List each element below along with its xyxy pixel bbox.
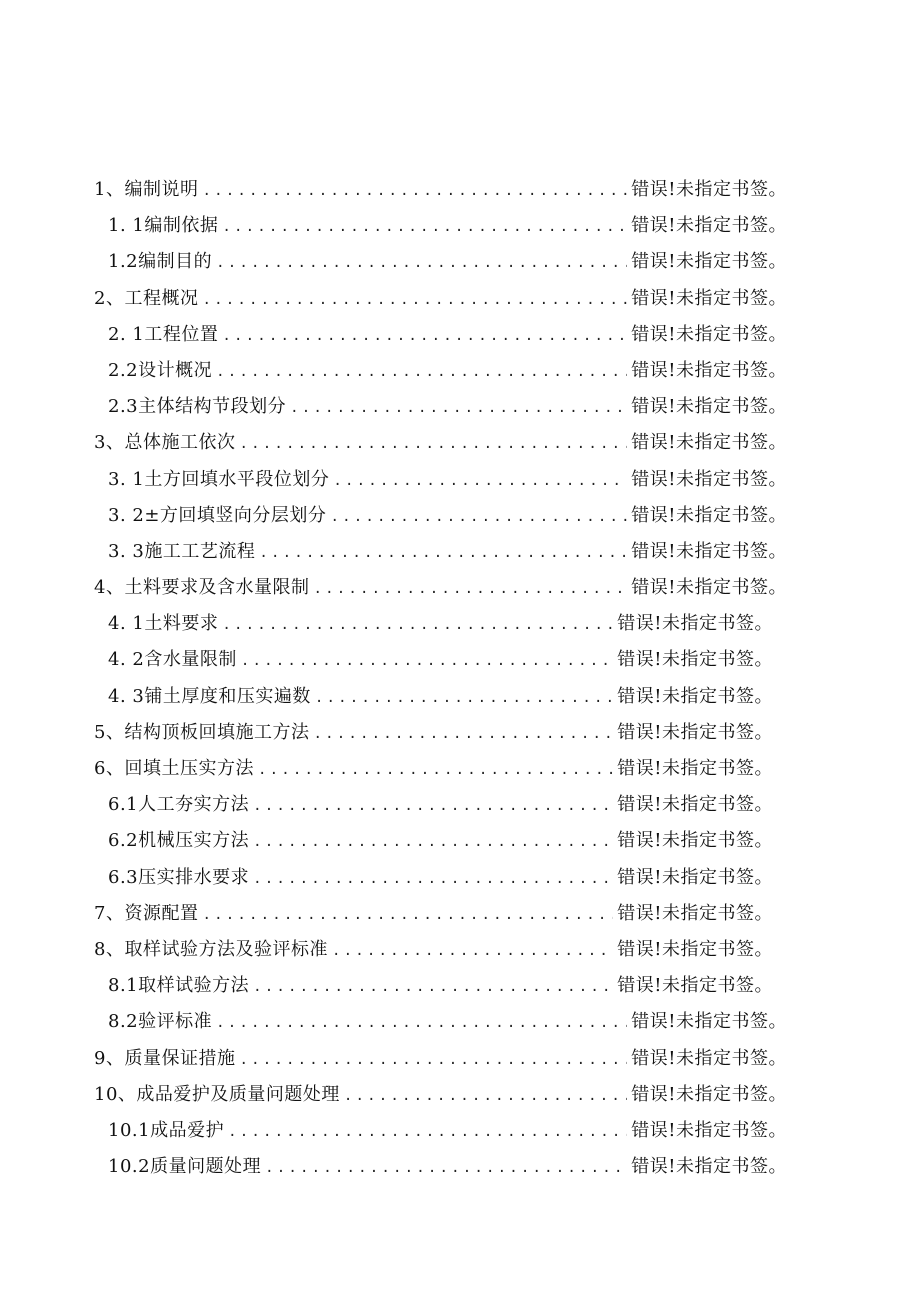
table-of-contents — [0, 172, 920, 1185]
toc-entry[interactable] — [0, 462, 920, 498]
toc-entry-page-ref: 错误!未指定书签。 — [631, 215, 787, 237]
toc-dot-leader — [241, 643, 613, 679]
toc-entry-page-ref: 错误!未指定书签。 — [631, 577, 787, 599]
toc-entry-page-ref: 错误!未指定书签。 — [617, 721, 773, 743]
toc-dot-leader — [216, 245, 627, 281]
toc-entry-page-ref: 错误!未指定书签。 — [631, 540, 787, 562]
toc-entry-title: 8.2验评标准 — [108, 1011, 213, 1033]
toc-dot-leader — [315, 680, 613, 716]
toc-dot-leader — [202, 897, 613, 933]
toc-dot-leader — [290, 390, 627, 426]
toc-entry-title: 4、土料要求及含水量限制 — [94, 577, 310, 599]
toc-entry[interactable] — [0, 570, 920, 606]
toc-entry-title: 6、回填土压实方法 — [94, 758, 254, 779]
toc-entry-title: 2. 1工程位置 — [108, 323, 219, 345]
toc-dot-leader — [222, 209, 627, 245]
toc-dot-leader — [228, 1114, 627, 1150]
toc-entry[interactable] — [0, 317, 920, 353]
toc-entry-page-ref: 错误!未指定书签。 — [617, 685, 773, 707]
toc-entry[interactable] — [0, 751, 920, 787]
toc-entry-title: 2.2设计概况 — [108, 359, 213, 381]
toc-entry[interactable] — [0, 1149, 920, 1185]
toc-entry-title: 3、总体施工依次 — [94, 432, 236, 454]
toc-entry-title: 4. 2含水量限制 — [108, 649, 237, 671]
toc-entry-page-ref: 错误!未指定书签。 — [631, 1119, 787, 1141]
toc-entry[interactable] — [0, 679, 920, 715]
toc-entry-page-ref: 错误!未指定书签。 — [631, 396, 787, 418]
toc-entry-title: 6.3压实排水要求 — [108, 866, 250, 888]
toc-entry-title: 4. 1土料要求 — [108, 613, 219, 635]
toc-entry-page-ref: 错误!未指定书签。 — [631, 1083, 787, 1105]
toc-entry[interactable] — [0, 896, 920, 932]
toc-dot-leader — [216, 1005, 627, 1041]
toc-dot-leader — [259, 535, 627, 571]
toc-dot-leader — [344, 1078, 627, 1114]
toc-entry[interactable] — [0, 389, 920, 425]
toc-dot-leader — [222, 318, 627, 354]
toc-entry-title: 1. 1编制依据 — [108, 215, 219, 237]
toc-entry-title: 8.1取样试验方法 — [108, 975, 250, 997]
toc-dot-leader — [239, 1042, 627, 1078]
toc-entry-title: 7、资源配置 — [94, 902, 199, 924]
toc-dot-leader — [202, 173, 627, 209]
toc-entry-page-ref: 错误!未指定书签。 — [617, 975, 773, 997]
toc-entry-title: 1.2编制目的 — [108, 251, 213, 273]
toc-entry-page-ref: 错误!未指定书签。 — [617, 866, 773, 888]
toc-dot-leader — [216, 354, 627, 390]
toc-entry-title: 10.1成品爱护 — [108, 1119, 225, 1141]
toc-entry-page-ref: 错误!未指定书签。 — [631, 251, 787, 273]
toc-dot-leader — [253, 861, 613, 897]
toc-entry-title: 1、编制说明 — [94, 179, 199, 200]
toc-entry-page-ref: 错误!未指定书签。 — [631, 1156, 787, 1178]
toc-entry[interactable] — [0, 1113, 920, 1149]
toc-dot-leader — [313, 716, 613, 752]
toc-entry-title: 2.3主体结构节段划分 — [108, 396, 287, 418]
toc-dot-leader — [222, 607, 613, 643]
toc-entry[interactable] — [0, 642, 920, 678]
toc-entry[interactable] — [0, 968, 920, 1004]
toc-entry[interactable] — [0, 823, 920, 859]
toc-entry-page-ref: 错误!未指定书签。 — [617, 830, 773, 852]
toc-entry[interactable] — [0, 787, 920, 823]
toc-entry[interactable] — [0, 1077, 920, 1113]
toc-entry-page-ref: 错误!未指定书签。 — [631, 468, 787, 490]
toc-entry[interactable] — [0, 715, 920, 751]
toc-entry[interactable] — [0, 425, 920, 461]
toc-entry-title: 10、成品爱护及质量问题处理 — [94, 1083, 340, 1105]
toc-entry[interactable] — [0, 172, 920, 208]
toc-entry[interactable] — [0, 1041, 920, 1077]
toc-entry-title: 8、取样试验方法及验评标准 — [94, 938, 328, 960]
toc-dot-leader — [253, 969, 613, 1005]
toc-entry[interactable] — [0, 606, 920, 642]
toc-entry[interactable] — [0, 932, 920, 968]
toc-entry[interactable] — [0, 244, 920, 280]
toc-entry-title: 3. 2±方回填竖向分层划分 — [108, 504, 327, 526]
toc-entry[interactable] — [0, 1004, 920, 1040]
toc-entry-title: 2、工程概况 — [94, 287, 199, 309]
toc-dot-leader — [253, 788, 613, 824]
toc-dot-leader — [332, 933, 613, 969]
toc-entry[interactable] — [0, 281, 920, 317]
toc-dot-leader — [258, 752, 613, 788]
toc-dot-leader — [265, 1150, 627, 1186]
toc-entry-page-ref: 错误!未指定书签。 — [617, 794, 773, 816]
toc-entry[interactable] — [0, 353, 920, 389]
toc-entry-page-ref: 错误!未指定书签。 — [617, 613, 773, 635]
toc-entry[interactable] — [0, 534, 920, 570]
toc-entry-page-ref: 错误!未指定书签。 — [631, 179, 787, 200]
toc-entry-page-ref: 错误!未指定书签。 — [631, 432, 787, 454]
toc-dot-leader — [239, 426, 627, 462]
toc-entry-page-ref: 错误!未指定书签。 — [617, 758, 773, 779]
toc-entry-title: 3. 3施工工艺流程 — [108, 540, 256, 562]
toc-entry-page-ref: 错误!未指定书签。 — [617, 938, 773, 960]
toc-entry-title: 10.2质量问题处理 — [108, 1156, 262, 1178]
toc-entry-title: 6.1人工夯实方法 — [108, 794, 250, 816]
toc-entry-page-ref: 错误!未指定书签。 — [631, 1047, 787, 1069]
toc-entry-title: 9、质量保证措施 — [94, 1047, 236, 1069]
toc-entry-page-ref: 错误!未指定书签。 — [631, 287, 787, 309]
toc-dot-leader — [313, 571, 627, 607]
toc-entry-page-ref: 错误!未指定书签。 — [631, 504, 787, 526]
toc-dot-leader — [333, 463, 627, 499]
toc-dot-leader — [202, 282, 627, 318]
toc-entry[interactable] — [0, 860, 920, 896]
toc-entry-page-ref: 错误!未指定书签。 — [631, 359, 787, 381]
toc-entry-title: 3. 1土方回填水平段位划分 — [108, 468, 330, 490]
toc-entry-title: 6.2机械压实方法 — [108, 830, 250, 852]
toc-dot-leader — [330, 499, 627, 535]
toc-entry-title: 4. 3铺土厚度和压实遍数 — [108, 685, 311, 707]
toc-entry-page-ref: 错误!未指定书签。 — [617, 902, 773, 924]
toc-entry-page-ref: 错误!未指定书签。 — [631, 1011, 787, 1033]
toc-entry-title: 5、结构顶板回填施工方法 — [94, 721, 310, 743]
toc-entry[interactable] — [0, 208, 920, 244]
toc-dot-leader — [253, 824, 613, 860]
toc-entry-page-ref: 错误!未指定书签。 — [617, 649, 773, 671]
toc-entry-page-ref: 错误!未指定书签。 — [631, 323, 787, 345]
toc-entry[interactable] — [0, 498, 920, 534]
